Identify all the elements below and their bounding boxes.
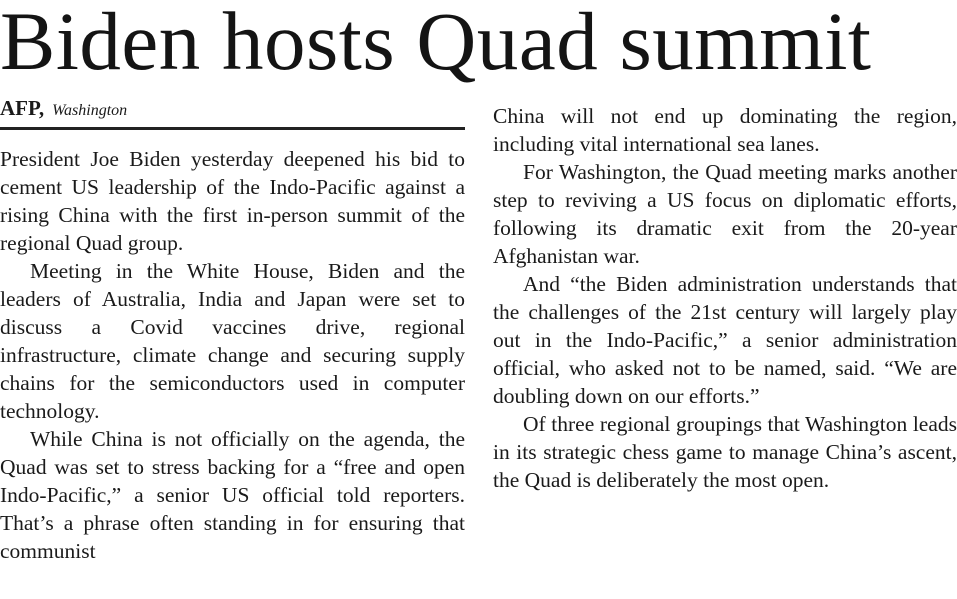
byline-divider (0, 127, 465, 130)
paragraph-3: While China is not officially on the agenda, the Quad was set to stress backing for a “free and open Indo-Pacific,” a senior US official told reporters. That’s a phrase often standing in for ensuring that communist (0, 427, 465, 563)
paragraph-1: President Joe Biden yesterday deepened his bid to cement US leadership of the Indo-Pacific against a rising China with the first in-person summit of the regional Quad group. (0, 147, 465, 255)
byline-location: Washington (52, 102, 128, 119)
paragraph-3-continued: China will not end up dominating the region, including vital international sea lanes. (493, 104, 957, 156)
paragraph-5: And “the Biden administration understands that the challenges of the 21st century will largely play out in the Indo-Pacific,” a senior administration official, who asked not to be named, said. “We are doubling down on our efforts.” (493, 272, 957, 408)
article-column-2 (493, 102, 957, 494)
article-headline: Biden hosts Quad summit (0, 0, 872, 87)
article-column-1 (0, 145, 465, 565)
byline (0, 96, 127, 121)
byline-agency: AFP, (0, 96, 45, 120)
paragraph-2: Meeting in the White House, Biden and the leaders of Australia, India and Japan were set to discuss a Covid vaccines drive, regional infrastructure, climate change and securing supply chains for the semiconductors used in computer technology. (0, 259, 465, 423)
paragraph-4: For Washington, the Quad meeting marks another step to reviving a US focus on diplomatic efforts, following its dramatic exit from the 20-year Afghanistan war. (493, 160, 957, 268)
paragraph-6: Of three regional groupings that Washington leads in its strategic chess game to manage China’s ascent, the Quad is deliberately the most open. (493, 412, 957, 492)
